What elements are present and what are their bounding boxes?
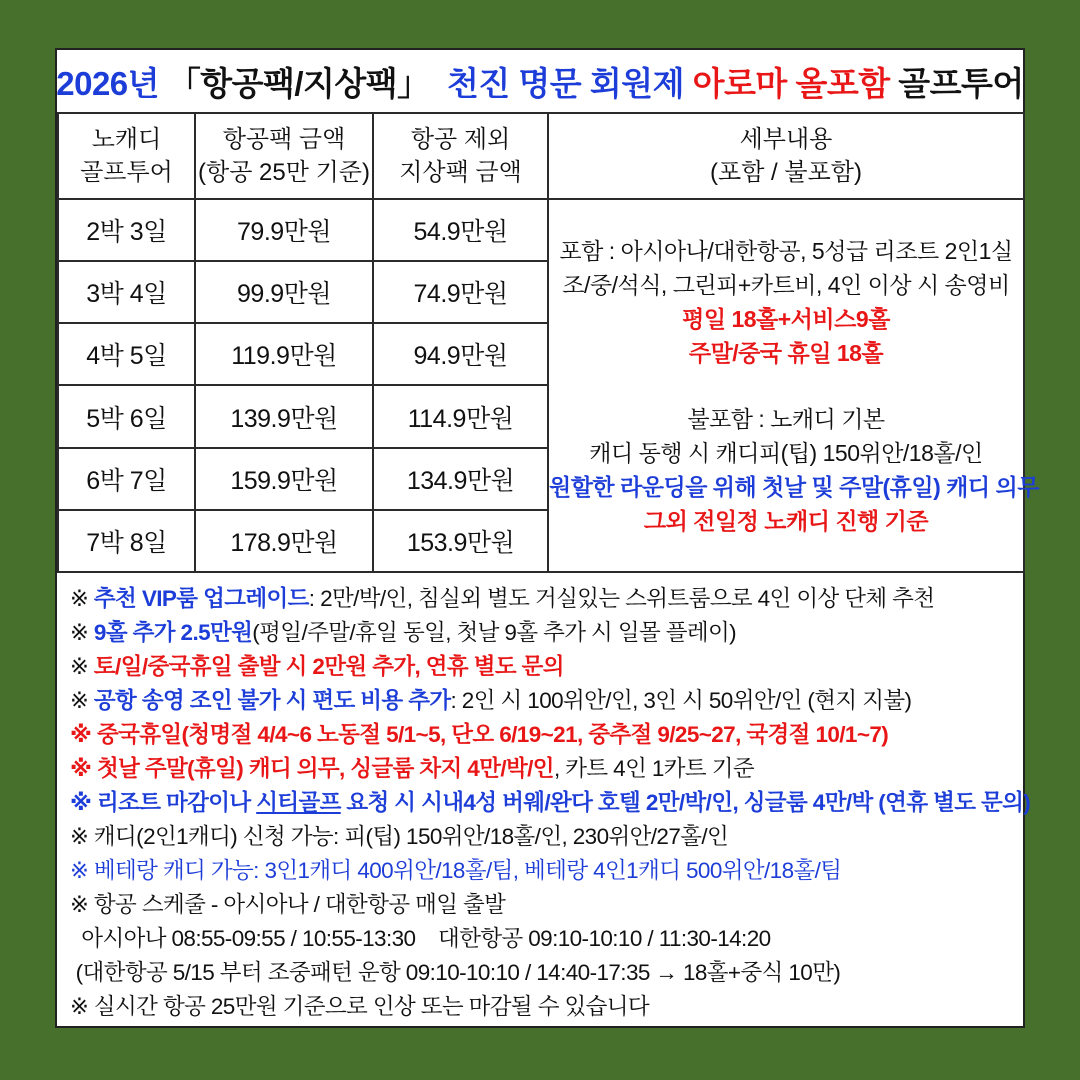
note-line [70,718,1023,752]
duration-cell: 7박 8일 [58,510,195,572]
title-segment: 아로마 올포함 [692,64,890,102]
duration-cell: 4박 5일 [58,323,195,385]
note-segment: ※ [70,756,97,781]
groundpack-price-cell: 114.9만원 [373,385,548,447]
note-segment: 첫날 주말(휴일) 캐디 의무, 싱글룸 차지 4만/박/인 [96,756,554,781]
note-segment: : 2인 시 100위안/인, 3인 시 50위안/인 (현지 지불) [450,688,912,713]
groundpack-price-cell: 94.9만원 [373,323,548,385]
note-segment: 베테랑 캐디 가능: 3인1캐디 400위안/18홀/팀, 베테랑 4인1캐디 500위안/18홀/팀 [93,858,842,883]
groundpack-price-cell: 134.9만원 [373,448,548,510]
note-segment: 리조트 마감이나 [96,790,257,815]
details-cell [548,199,1039,572]
detail-line: 불포함 : 노캐디 기본 [687,405,885,432]
note-segment: ※ [70,824,94,849]
note-segment: 9홀 추가 2.5만원 [93,620,253,645]
note-line [70,922,1023,956]
title-segment: 「항공팩/지상팩」 [159,64,439,102]
note-segment: 추천 VIP룸 업그레이드 [93,586,309,611]
note-segment: 시티골프 [256,790,341,815]
note-segment: ※ [70,858,94,883]
col-header-groundpack [373,113,548,199]
detail-line: 원할한 라운딩을 위해 첫날 및 주말(휴일) 캐디 의무 [549,473,1039,500]
title-segment: 골프투어 [889,64,1024,102]
note-segment: 토/일/중국휴일 출발 시 2만원 추가, 연휴 별도 문의 [93,654,564,679]
groundpack-price-cell: 153.9만원 [373,510,548,572]
note-segment: , 카트 4인 1카트 기준 [553,756,754,781]
title-segment: 2026년 [56,64,160,102]
note-segment: ※ [70,892,94,917]
col-header-tour [58,113,195,199]
duration-cell: 2박 3일 [58,199,195,261]
note-segment: (대한항공 5/15 부터 조중패턴 운항 09:10-10:10 / 14:40-17:35 → 18홀+중식 10만) [70,960,841,985]
note-line [70,854,1023,888]
groundpack-price-cell: 54.9만원 [373,199,548,261]
airpack-price-cell: 139.9만원 [195,385,373,447]
detail-line: 평일 18홀+서비스9홀 [682,305,890,332]
table-row [58,199,1024,261]
note-segment: 항공 스케줄 - 아시아나 / 대한항공 매일 출발 [93,892,506,917]
note-segment: ※ [70,994,94,1019]
details-content [549,200,1039,571]
flyer-panel [55,48,1039,1028]
note-segment: ※ [70,790,97,815]
col-header-line: (포함 / 불포함) [710,159,862,186]
note-line [70,650,1023,684]
groundpack-price-cell: 74.9만원 [373,261,548,323]
detail-line: 포함 : 아시아나/대한항공, 5성급 리조트 2인1실 [559,237,1013,264]
col-header-line: (항공 25만 기준) [198,159,370,186]
note-line [70,990,1023,1024]
duration-cell: 5박 6일 [58,385,195,447]
airpack-price-cell: 79.9만원 [195,199,373,261]
col-header-line: 지상팩 금액 [399,159,522,186]
airpack-price-cell: 119.9만원 [195,323,373,385]
detail-line: 캐디 동행 시 캐디피(팁) 150위안/18홀/인 [589,439,983,466]
note-segment: ※ [70,654,94,679]
col-header-line: 항공팩 금액 [222,126,346,153]
note-segment: ※ [70,722,97,747]
price-table [57,112,1039,573]
flyer-title [57,50,1023,112]
note-segment: 캐디(2인1캐디) 신청 가능: 피(팁) 150위안/18홀/인, 230위안/27홀/인 [93,824,729,849]
note-segment: : 2만/박/인, 침실외 별도 거실있는 스위트룸으로 4인 이상 단체 추천 [308,586,935,611]
note-segment: (평일/주말/휴일 동일, 첫날 9홀 추가 시 일몰 플레이) [252,620,737,645]
note-line [70,820,1023,854]
note-line [70,684,1023,718]
note-segment: ※ [70,620,94,645]
airpack-price-cell: 159.9만원 [195,448,373,510]
note-line [70,956,1023,990]
col-header-airpack [195,113,373,199]
note-segment: ※ [70,586,94,611]
col-header-line: 노캐디 [91,126,162,153]
detail-line: 주말/중국 휴일 18홀 [688,339,884,366]
note-line [70,752,1023,786]
note-segment: ※ [70,688,94,713]
note-segment: 공항 송영 조인 불가 시 편도 비용 추가 [93,688,451,713]
note-segment: 실시간 항공 25만원 기준으로 인상 또는 마감될 수 있습니다 [93,994,650,1019]
airpack-price-cell: 99.9만원 [195,261,373,323]
duration-cell: 6박 7일 [58,448,195,510]
col-header-line: 골프투어 [80,159,173,186]
note-line [70,786,1031,820]
table-header-row [58,113,1024,199]
note-segment: 아시아나 08:55-09:55 / 10:55-13:30 대한항공 09:10-10:10 / 11:30-14:20 [70,926,771,951]
col-header-details [548,113,1024,199]
details-spacer [549,370,1023,402]
title-segment: 천진 [438,64,519,102]
note-segment: 요청 시 시내4성 버웨/완다 호텔 2만/박/인, 싱글룸 4만/박 (연휴 별도 문의) [340,790,1031,815]
notes-section [57,573,1031,1024]
note-line [70,888,1023,922]
col-header-line: 세부내용 [739,126,833,153]
detail-line: 그외 전일정 노캐디 진행 기준 [643,507,929,534]
detail-line: 조/중/석식, 그린피+카트비, 4인 이상 시 송영비 [562,271,1010,298]
col-header-line: 항공 제외 [410,126,511,153]
note-line [70,616,1023,650]
title-segment: 명문 회원제 [518,64,693,102]
airpack-price-cell: 178.9만원 [195,510,373,572]
duration-cell: 3박 4일 [58,261,195,323]
note-line [70,582,1023,616]
note-segment: 중국휴일(청명절 4/4~6 노동절 5/1~5, 단오 6/19~21, 중추절 9/25~27, 국경절 10/1~7) [96,722,889,747]
